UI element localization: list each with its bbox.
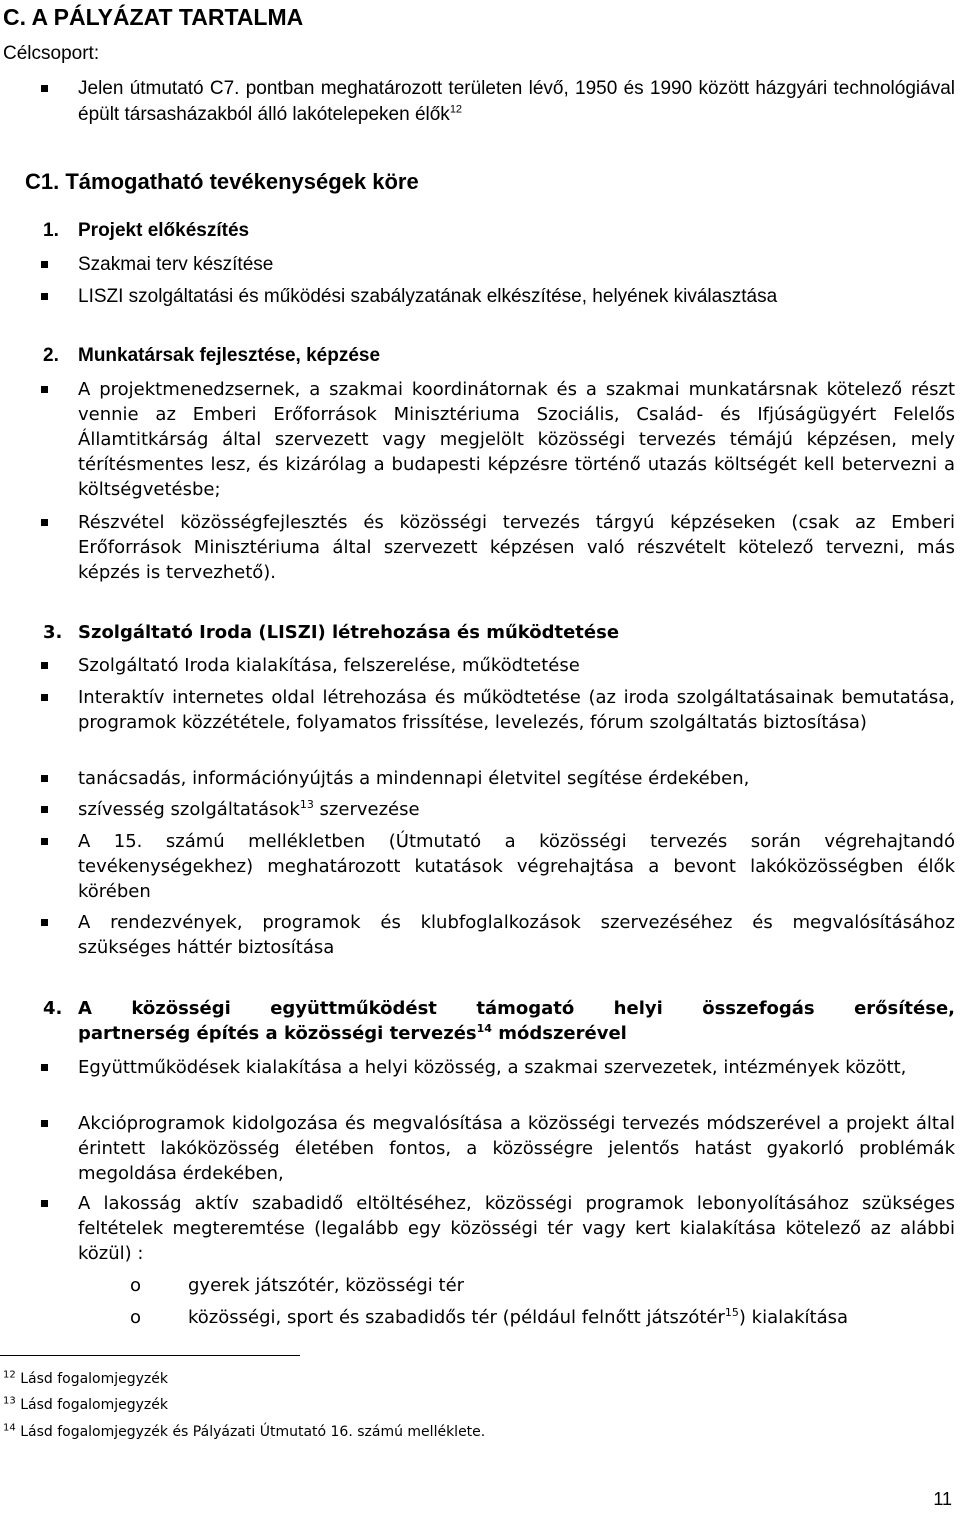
list-item: LISZI szolgáltatási és működési szabályzatának elkészítése, helyének kiválasztása <box>78 284 955 309</box>
section-2-heading: 2. Munkatársak fejlesztése, képzése <box>43 345 381 366</box>
list-item: A rendezvények, programok és klubfoglalkozások szervezéséhez és megvalósításához szükséges háttér biztosítása <box>78 912 955 958</box>
list-item: Részvétel közösségfejlesztés és közösségi tervezés tárgyú képzéseken (csak az Emberi Erőforrások Minisztériuma által szervezett képzésen való részvételt kötelező tervezni, más képzés is tervezhető). <box>78 512 955 583</box>
footnote-separator <box>0 1355 300 1356</box>
sub-bullet: o <box>130 1307 142 1328</box>
list-item: Szakmai terv készítése <box>78 252 955 277</box>
page-number: 11 <box>933 1489 952 1509</box>
section-3-heading: 3. Szolgáltató Iroda (LISZI) létrehozása és működtetése <box>43 622 620 643</box>
list-item: Együttműködések kialakítása a helyi közösség, a szakmai szervezetek, intézmények között, <box>78 1055 955 1080</box>
sub-list-item: o gyerek játszótér, közösségi tér <box>130 1275 465 1296</box>
footnote-ref-12: 12 <box>449 103 463 116</box>
footnote-ref-13: 13 <box>299 798 314 811</box>
section-4-heading-line2: partnerség építés a közösségi tervezés$^{14}$ módszerével <box>78 1022 627 1044</box>
sub-bullet: o <box>130 1275 142 1296</box>
list-item: Akcióprogramok kidolgozása és megvalósítása a közösségi tervezés módszerével a projekt által érintett lakóközösség életében fontos, a közösségre jelentős hatást gyakorló problémák megoldása érdekében, <box>78 1113 955 1184</box>
footnote-ref-15: 15 <box>724 1306 739 1319</box>
list-item: Szolgáltató Iroda kialakítása, felszerelése, működtetése <box>78 653 955 678</box>
target-group-item: Jelen útmutató C7. pontban meghatározott területen lévő, 1950 és 1990 között házgyári technológiával épült társasházakból álló lakótelepeken élők$^{12}$ <box>78 76 955 128</box>
list-item: tanácsadás, információnyújtás a mindennapi életvitel segítése érdekében, <box>78 766 955 791</box>
section-heading: C. A PÁLYÁZAT TARTALMA <box>3 4 304 30</box>
list-item: A projektmenedzsernek, a szakmai koordinátornak és a szakmai munkatársnak kötelező részt vennie az Emberi Erőforrások Minisztériuma Szociális, Család- és Ifjúságügyért Felelős Államtitkárság által szervezett vagy megjelölt közösségi tervezés témájú képzésen, mely térítésmentes lesz, és kizárólag a budapesti képzésre történő utazás költségét kell betervezni a költségvetésbe; <box>78 379 955 500</box>
c1-title: C1. Támogatható tevékenységek köre <box>25 169 419 194</box>
list-item: szívesség szolgáltatások$^{13}$ szervezése <box>78 797 955 822</box>
list-item: A lakosság aktív szabadidő eltöltéséhez, közösségi programok lebonyolításához szükséges feltételek megteremtése (legalább egy közösségi tér vagy kert kialakítása kötelező az alábbi közül) : <box>78 1193 955 1264</box>
list-item: Interaktív internetes oldal létrehozása és működtetése (az iroda szolgáltatásainak bemutatása, programok közzététele, folyamatos frissítése, levelezés, fórum szolgáltatás biztosítása) <box>78 687 955 733</box>
section-1-heading: 1. Projekt előkészítés <box>43 220 250 241</box>
footnote-ref-14: 14 <box>476 1022 492 1035</box>
footnote: $^{13}$ Lásd fogalomjegyzék <box>3 1395 168 1413</box>
footnote: $^{12}$ Lásd fogalomjegyzék <box>3 1369 168 1387</box>
target-group-label: Célcsoport: <box>3 43 100 64</box>
section-4-heading-line1: 4. A közösségi együttműködést támogató helyi összefogás erősítése, <box>43 998 955 1019</box>
list-item: A 15. számú mellékletben (Útmutató a közösségi tervezés során végrehajtandó tevékenységekhez) meghatározott kutatások végrehajtása a bevont lakóközösségben élők körében <box>78 831 955 902</box>
sub-list-item: o közösségi, sport és szabadidős tér (például felnőtt játszótér$^{15}$) kialakítása <box>130 1306 849 1328</box>
footnote: $^{14}$ Lásd fogalomjegyzék és Pályázati Útmutató 16. számú melléklete. <box>3 1422 486 1440</box>
